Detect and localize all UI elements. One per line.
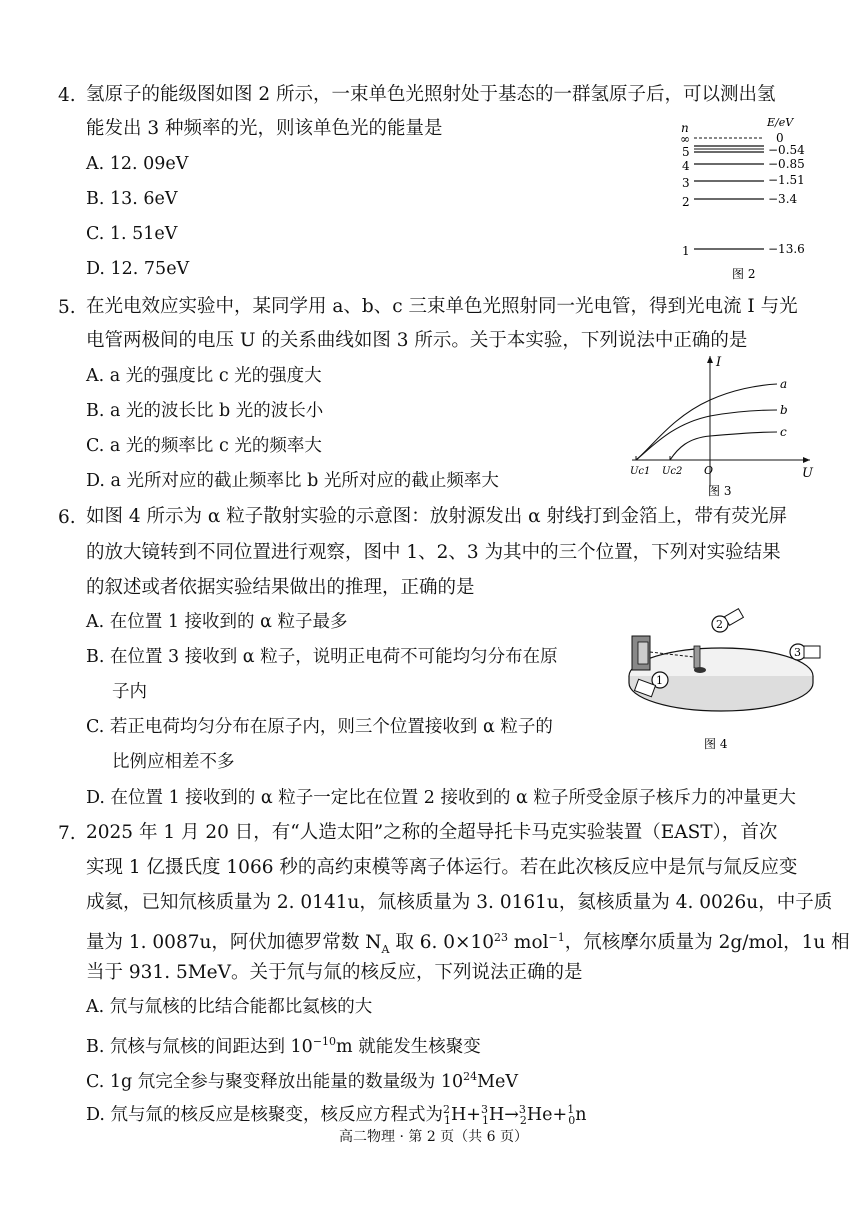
q7-line4-part-c: mol: [508, 932, 549, 954]
level-e-2: −3.4: [768, 192, 798, 206]
question-6-stem-line3: 的叙述或者依据实验结果做出的推理，正确的是: [86, 577, 475, 598]
figure-2-caption: 图 2: [732, 267, 756, 281]
q7-option-d-text: D. 氘与氚的核反应是核聚变，核反应方程式为: [86, 1104, 444, 1125]
curve-b-label: b: [780, 403, 788, 417]
deuterium-symbol: H: [451, 1104, 467, 1125]
question-5-option-b: B. a 光的波长比 b 光的波长小: [86, 401, 324, 421]
deuterium-atomic-number: 1: [444, 1114, 452, 1128]
figure-3-caption: 图 3: [708, 484, 732, 498]
level-e-1: −13.6: [768, 242, 805, 256]
question-6-option-d: D. 在位置 1 接收到的 α 粒子一定比在位置 2 接收到的 α 粒子所受金原子核斥力的冲量更大: [86, 788, 796, 808]
plus-sign-2: +: [552, 1104, 568, 1125]
level-n-5: 5: [682, 145, 690, 159]
question-4-stem-line1: 氢原子的能级图如图 2 所示，一束单色光照射处于基态的一群氢原子后，可以测出氢: [86, 84, 776, 105]
question-7-number: 7.: [58, 823, 76, 844]
question-6-option-c: C. 若正电荷均匀分布在原子内，则三个位置接收到 α 粒子的: [86, 717, 553, 737]
helium-atomic-number: 2: [519, 1114, 527, 1128]
tritium-mass-number: 3: [480, 1103, 488, 1116]
level-e-5: −0.54: [768, 143, 805, 157]
curve-a: [636, 384, 777, 460]
question-5-option-c: C. a 光的频率比 c 光的频率大: [86, 436, 322, 456]
nuclear-equation: [443, 1103, 587, 1128]
question-5-option-a: A. a 光的强度比 c 光的强度大: [86, 366, 322, 386]
q7-line4-part-d: ，氘核摩尔质量为 2g/mol，1u 相: [564, 932, 850, 954]
neutron-charge-number: 0: [568, 1114, 576, 1128]
level-e-inf: 0: [776, 131, 784, 145]
question-4-stem-line2: 能发出 3 种频率的光，则该单色光的能量是: [86, 118, 443, 139]
question-6-option-b-cont: 子内: [112, 682, 147, 702]
neutron-mass-number: 1: [567, 1103, 575, 1116]
neutron-symbol: n: [575, 1104, 587, 1125]
question-4-option-c: C. 1. 51eV: [86, 224, 178, 244]
question-7-option-a: A. 氘与氚核的比结合能都比氦核的大: [86, 997, 373, 1017]
question-7-option-b: [86, 1027, 481, 1062]
level-n-3: 3: [682, 176, 690, 190]
question-4-option-d: D. 12. 75eV: [86, 259, 190, 279]
energy-diagram-n-label: n: [681, 121, 689, 135]
question-5-stem-line2: 电管两极间的电压 U 的关系曲线如图 3 所示。关于本实验，下列说法中正确的是: [86, 330, 748, 351]
question-5-number: 5.: [58, 297, 76, 318]
avogadro-subscript: A: [381, 942, 390, 956]
question-4-number: 4.: [58, 85, 76, 106]
level-e-4: −0.85: [768, 157, 805, 171]
axis-u-label: U: [802, 466, 813, 481]
tritium-symbol: H: [488, 1104, 505, 1125]
tick-origin: O: [704, 464, 714, 477]
level-n-4: 4: [682, 159, 690, 173]
question-6-stem-line1: 如图 4 所示为 α 粒子散射实验的示意图：放射源发出 α 射线打到金箔上，带有荧光屏: [86, 506, 788, 527]
q7-option-c-text: C. 1g 氘完全参与聚变释放出能量的数量级为 10: [86, 1071, 464, 1092]
curve-b: [636, 410, 777, 460]
tritium-atomic-number: 1: [481, 1114, 489, 1128]
question-4-option-b: B. 13. 6eV: [86, 189, 178, 209]
position-1-label: 1: [656, 674, 663, 687]
figure-4-caption: 图 4: [704, 737, 728, 751]
question-7-stem-line3: 成氦，已知氘核质量为 2. 0141u，氚核质量为 3. 0161u，氦核质量为 4. 0026u，中子质: [86, 892, 833, 913]
question-7-option-c: [86, 1062, 518, 1097]
level-e-3: −1.51: [768, 173, 805, 187]
mol-exponent: −1: [548, 931, 565, 944]
question-6-stem-line2: 的放大镜转到不同位置进行观察，图中 1、2、3 为其中的三个位置，下列对实验结果: [86, 542, 781, 563]
energy-diagram-e-label: E/eV: [767, 118, 794, 129]
question-5-stem-line1: 在光电效应实验中，某同学用 a、b、c 三束单色光照射同一光电管，得到光电流 I 与光: [86, 296, 798, 317]
level-n-inf: ∞: [680, 132, 690, 146]
question-6-option-a: A. 在位置 1 接收到的 α 粒子最多: [86, 612, 348, 632]
helium-mass-number: 3: [518, 1103, 526, 1116]
q7-line4-part-b: 取 6. 0×10: [389, 932, 495, 954]
energy-level-diagram: [672, 118, 822, 288]
q7-option-b-text2: m 就能发生核聚变: [336, 1036, 481, 1057]
curve-c: [670, 432, 777, 460]
position-2-label: 2: [716, 618, 723, 631]
page-footer: 高二物理 · 第 2 页（共 6 页）: [339, 1129, 528, 1145]
question-7-stem-line2: 实现 1 亿摄氏度 1066 秒的高约束模等离子体运行。若在此次核反应中是氘与氚反应变: [86, 857, 798, 878]
plus-sign-1: +: [466, 1104, 481, 1125]
level-n-1: 1: [682, 244, 690, 258]
q7-option-c-exponent: 24: [463, 1070, 478, 1083]
question-6-option-b: B. 在位置 3 接收到 α 粒子，说明正电荷不可能均匀分布在原: [86, 647, 558, 667]
question-4-option-a: A. 12. 09eV: [86, 154, 189, 174]
question-7-stem-line5: 当于 931. 5MeV。关于氘与氚的核反应，下列说法正确的是: [86, 962, 583, 983]
q7-option-b-text: B. 氘核与氚核的间距达到 10: [86, 1036, 313, 1057]
avogadro-exponent: 23: [494, 931, 509, 944]
question-6-number: 6.: [58, 507, 76, 528]
helium-symbol: He: [526, 1104, 553, 1125]
level-n-2: 2: [682, 195, 690, 209]
question-7-stem-line1: 2025 年 1 月 20 日，有“人造太阳”之称的全超导托卡马克实验装置（EAST），首次: [86, 822, 778, 843]
curve-a-label: a: [780, 377, 788, 391]
curve-c-label: c: [780, 425, 787, 439]
question-6-option-c-cont: 比例应相差不多: [112, 752, 235, 772]
q7-option-c-text2: MeV: [477, 1071, 519, 1092]
alpha-scattering-diagram: [616, 600, 824, 760]
axis-i-label: I: [716, 355, 722, 370]
question-5-option-d: D. a 光所对应的截止频率比 b 光所对应的截止频率大: [86, 471, 499, 491]
q7-option-b-exponent: −10: [312, 1035, 337, 1048]
position-3-label: 3: [794, 646, 801, 659]
tick-uc2: Uc2: [662, 466, 683, 477]
photoelectric-iu-graph: [622, 352, 817, 500]
deuterium-mass-number: 2: [443, 1103, 451, 1116]
q7-line4-part-a: 量为 1. 0087u，阿伏加德罗常数 N: [86, 932, 382, 954]
reaction-arrow: →: [504, 1104, 519, 1125]
tick-uc1: Uc1: [630, 466, 651, 477]
